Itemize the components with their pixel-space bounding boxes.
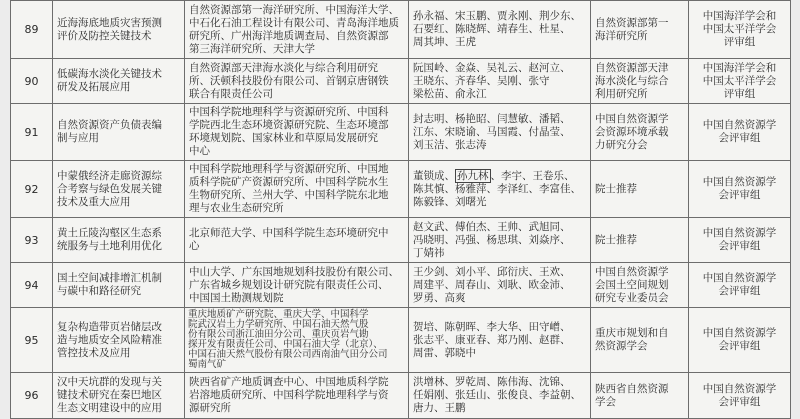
row-number: 94	[11, 263, 53, 308]
nominator: 自然资源部天津 海水淡化与综合 利用研究所	[591, 59, 689, 104]
nominator: 自然资源部第一 海洋研究所	[591, 1, 689, 59]
row-number: 92	[11, 161, 53, 218]
nominator: 中国自然资源学 会国土空间规划 研究专业委员会	[591, 263, 689, 308]
review-group: 中国自然资源学 会评审组	[689, 218, 791, 263]
review-group: 中国自然资源学 会评审组	[689, 104, 791, 161]
project-name: 黄土丘陵沟壑区生态系 统服务与土地利用优化	[53, 218, 185, 263]
highlighted-name: 孙九林	[457, 169, 489, 182]
review-group: 中国自然资源学 会评审组	[689, 373, 791, 419]
project-name: 国土空间减排增汇机制 与碳中和路径研究	[53, 263, 185, 308]
project-name: 近海海底地质灾害预测 评价及防控关键技术	[53, 1, 185, 59]
completing-units: 北京师范大学、中国科学院生态环境研究中 心	[185, 218, 409, 263]
award-table	[10, 0, 791, 419]
completing-units: 中国科学院地理科学与资源研究所、中国地 质科学院矿产资源研究所、中国科学院水生 生物研究所、兰州大学、中国科学院东北地 理与农业生态研究所	[185, 161, 409, 218]
row-number: 96	[11, 373, 53, 419]
project-name: 中蒙俄经济走廊资源综 合考察与绿色发展关键 技术及重大应用	[53, 161, 185, 218]
nominator: 院士推荐	[591, 218, 689, 263]
review-group: 中国自然资源学 会评审组	[689, 308, 791, 373]
completing-units: 中山大学、广东国地规划科技股份有限公司、 广东省城乡规划设计研究院有限责任公司、 中国国土勘测规划院	[185, 263, 409, 308]
review-group: 中国海洋学会和 中国太平洋学会 评审组	[689, 59, 791, 104]
project-name: 复杂构造带页岩储层改 造与地质安全风险精准 管控技术及应用	[53, 308, 185, 373]
table-row	[11, 1, 791, 59]
completing-people: 赵文武、傅伯杰、王帅、武旭同、 冯晓明、冯强、杨思琪、刘焱序、 丁婧祎	[409, 218, 591, 263]
completing-units: 自然资源部天津海水淡化与综合利用研究 所、沃顿科技股份有限公司、首钢京唐钢铁 联合有限责任公司	[185, 59, 409, 104]
table-row	[11, 373, 791, 419]
table-row	[11, 161, 791, 218]
review-group: 中国自然资源学 会评审组	[689, 263, 791, 308]
table-row	[11, 104, 791, 161]
nominator: 重庆市规划和自 然资源学会	[591, 308, 689, 373]
project-name: 低碳海水淡化关键技术 研发及拓展应用	[53, 59, 185, 104]
completing-people: 洪增林、罗乾周、陈伟海、沈锦、 任娟刚、张廷山、张俊良、李益朝、 唐力、王鹏	[409, 373, 591, 419]
table-row	[11, 59, 791, 104]
nominator: 陕西省自然资源 学会	[591, 373, 689, 419]
table-row	[11, 218, 791, 263]
people-part: 、李宇、王卷乐、 陈其慎、杨雅萍、李泽红、李富佳、 陈毅锋、刘曙光	[413, 169, 581, 208]
row-number: 93	[11, 218, 53, 263]
completing-people: 孙永福、宋玉鹏、贾永刚、荆少东、 石要红、陈晓辉、靖春生、杜星、 周其坤、王虎	[409, 1, 591, 59]
nominator: 院士推荐	[591, 161, 689, 218]
row-number: 95	[11, 308, 53, 373]
row-number: 89	[11, 1, 53, 59]
completing-people: 贺培、陈朝晖、李大华、田守嶒、 张志平、康亚春、郑乃刚、赵群、 周雷、郭晓中	[409, 308, 591, 373]
row-number: 91	[11, 104, 53, 161]
award-list-document	[10, 0, 790, 418]
nominator: 中国自然资源学 会资源环境承载 力研究分会	[591, 104, 689, 161]
completing-people: 王少剑、刘小平、邱衍庆、王欢、 周建平、周春山、刘耿、欧金沛、 罗勇、高爽	[409, 263, 591, 308]
project-name: 自然资源资产负债表编 制与应用	[53, 104, 185, 161]
table-row	[11, 308, 791, 373]
people-part: 董锁成、	[413, 169, 455, 182]
completing-people: 阮国岭、金焱、吴礼云、赵河立、 王晓东、齐春华、吴刚、张守 梁松苗、俞永江	[409, 59, 591, 104]
completing-units: 重庆地质矿产研究院、重庆大学、中国科学 院武汉岩土力学研究所、中国石油天然气股 份有限公司浙江油田分公司、重庆页岩气勘 探开发有限责任公司、中国石油大学（北京）、 中国石油天然气股份有限公司西南油气田分公司 蜀南气矿	[185, 308, 409, 373]
review-group: 中国自然资源学 会评审组	[689, 161, 791, 218]
review-group: 中国海洋学会和 中国太平洋学会 评审组	[689, 1, 791, 59]
completing-units: 自然资源部第一海洋研究所、中国海洋大学、 中石化石油工程设计有限公司、青岛海洋地质 研究所、广州海洋地质调查局、自然资源部 第三海洋研究所、天津大学	[185, 1, 409, 59]
row-number: 90	[11, 59, 53, 104]
completing-units: 陕西省矿产地质调查中心、中国地质科学院 岩溶地质研究所、中国科学院地理科学与资 源研究所	[185, 373, 409, 419]
completing-units: 中国科学院地理科学与资源研究所、中国科 学院西北生态环境资源研究院、生态环境部 环境规划院、国家林业和草原局发展研究 中心	[185, 104, 409, 161]
project-name: 汉中天坑群的发现与关 键技术研究在秦巴地区 生态文明建设中的应用	[53, 373, 185, 419]
completing-people	[409, 161, 591, 218]
completing-people: 封志明、杨艳昭、闫慧敏、潘韬、 江东、宋晓谕、马国霞、付晶莹、 刘玉洁、张志涛	[409, 104, 591, 161]
table-row	[11, 263, 791, 308]
